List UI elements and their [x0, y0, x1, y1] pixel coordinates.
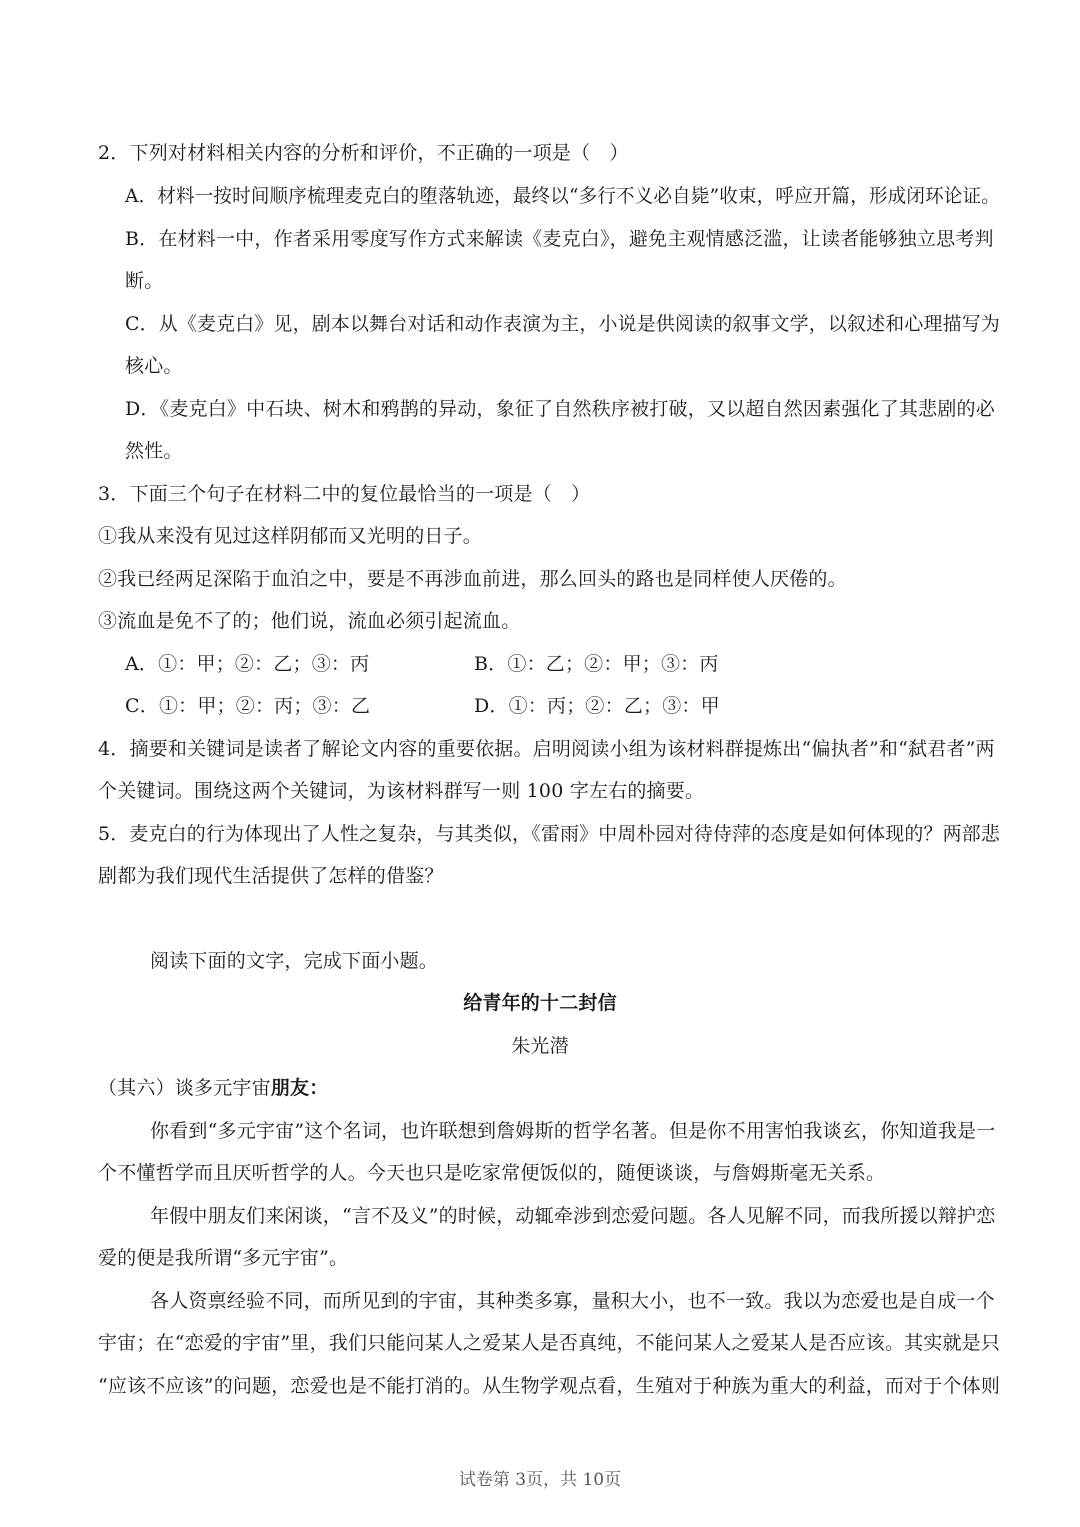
- question-2-option-d-cont: 然性。: [125, 440, 183, 462]
- question-2-option-d: D．《麦克白》中石块、树木和鸦鹊的异动，象征了自然秩序被打破，又以超自然因素强化了其悲剧的必: [125, 398, 995, 420]
- question-2-option-b: B．在材料一中，作者采用零度写作方式来解读《麦克白》，避免主观情感泛滥，让读者能够独立思考判: [125, 228, 994, 250]
- question-3-option-d: D．①：丙；②：乙；③：甲: [474, 695, 720, 717]
- question-4-line-1: 4．摘要和关键词是读者了解论文内容的重要依据。启明阅读小组为该材料群提炼出“偏执者”和“弑君者”两: [98, 738, 995, 760]
- question-3-sentence-3: ③流血是免不了的；他们说，流血必须引起流血。: [98, 610, 521, 632]
- reading-title: 给青年的十二封信: [463, 992, 617, 1014]
- paragraph-1-line-2: 个不懂哲学而且厌听哲学的人。今天也只是吃家常便饭似的，随便谈谈，与詹姆斯毫无关系。: [98, 1162, 886, 1184]
- page-footer: 试卷第 3页，共 10页: [458, 1470, 622, 1490]
- paragraph-2-line-2: 爱的便是我所谓“多元宇宙”。: [98, 1247, 349, 1269]
- paragraph-2-line-1: 年假中朋友们来闲谈，“言不及义”的时候，动辄牵涉到恋爱问题。各人见解不同，而我所援以辩护恋: [150, 1205, 996, 1227]
- section-heading-salutation: 朋友：: [270, 1077, 329, 1099]
- question-5-line-1: 5．麦克白的行为体现出了人性之复杂，与其类似，《雷雨》中周朴园对待侍萍的态度是如何体现的？两部悲: [98, 823, 1001, 845]
- paragraph-1-line-1: 你看到“多元宇宙”这个名词，也许联想到詹姆斯的哲学名著。但是你不用害怕我谈玄，你知道我是一: [150, 1120, 996, 1142]
- question-4-line-2: 个关键词。围绕这两个关键词，为该材料群写一则 100 字左右的摘要。: [98, 780, 705, 802]
- question-3-option-a: A．①：甲；②：乙；③：丙: [125, 653, 370, 675]
- question-2-option-a: A．材料一按时间顺序梳理麦克白的堕落轨迹，最终以“多行不义必自毙”收束，呼应开篇，形成闭环论证。: [125, 185, 1000, 207]
- question-3-sentence-1: ①我从来没有见过这样阴郁而又光明的日子。: [98, 525, 483, 547]
- section-heading-prefix: （其六）谈多元宇宙: [98, 1077, 271, 1099]
- reading-section-heading: [98, 1075, 328, 1101]
- paragraph-3-line-1: 各人资禀经验不同，而所见到的宇宙，其种类多寡，量积大小，也不一致。我以为恋爱也是自成一个: [150, 1290, 995, 1312]
- question-3-sentence-2: ②我已经两足深陷于血泊之中，要是不再涉血前进，那么回头的路也是同样使人厌倦的。: [98, 568, 847, 590]
- reading-author: 朱光潜: [511, 1035, 569, 1057]
- question-3-option-b: B．①：乙；②：甲；③：丙: [474, 653, 719, 675]
- paragraph-3-line-3: “应该不应该”的问题，恋爱也是不能打消的。从生物学观点看，生殖对于种族为重大的利益，而对于个体则: [98, 1375, 1001, 1397]
- question-5-line-2: 剧都为我们现代生活提供了怎样的借鉴？: [98, 865, 444, 887]
- question-3-option-c: C．①：甲；②：丙；③：乙: [125, 695, 371, 717]
- reading-instruction: 阅读下面的文字，完成下面小题。: [150, 950, 439, 972]
- question-3-stem: 3．下面三个句子在材料二中的复位最恰当的一项是（ ）: [98, 483, 591, 505]
- paragraph-3-line-2: 宇宙；在“恋爱的宇宙”里，我们只能问某人之爱某人是否真纯，不能问某人之爱某人是否应该。其实就是只: [98, 1332, 1001, 1354]
- question-2-option-b-cont: 断。: [125, 270, 164, 292]
- question-2-stem: 2．下列对材料相关内容的分析和评价，不正确的一项是（ ）: [98, 142, 629, 164]
- question-2-option-c: C．从《麦克白》见，剧本以舞台对话和动作表演为主，小说是供阅读的叙事文学，以叙述和心理描写为: [125, 313, 1000, 335]
- question-2-option-c-cont: 核心。: [125, 355, 183, 377]
